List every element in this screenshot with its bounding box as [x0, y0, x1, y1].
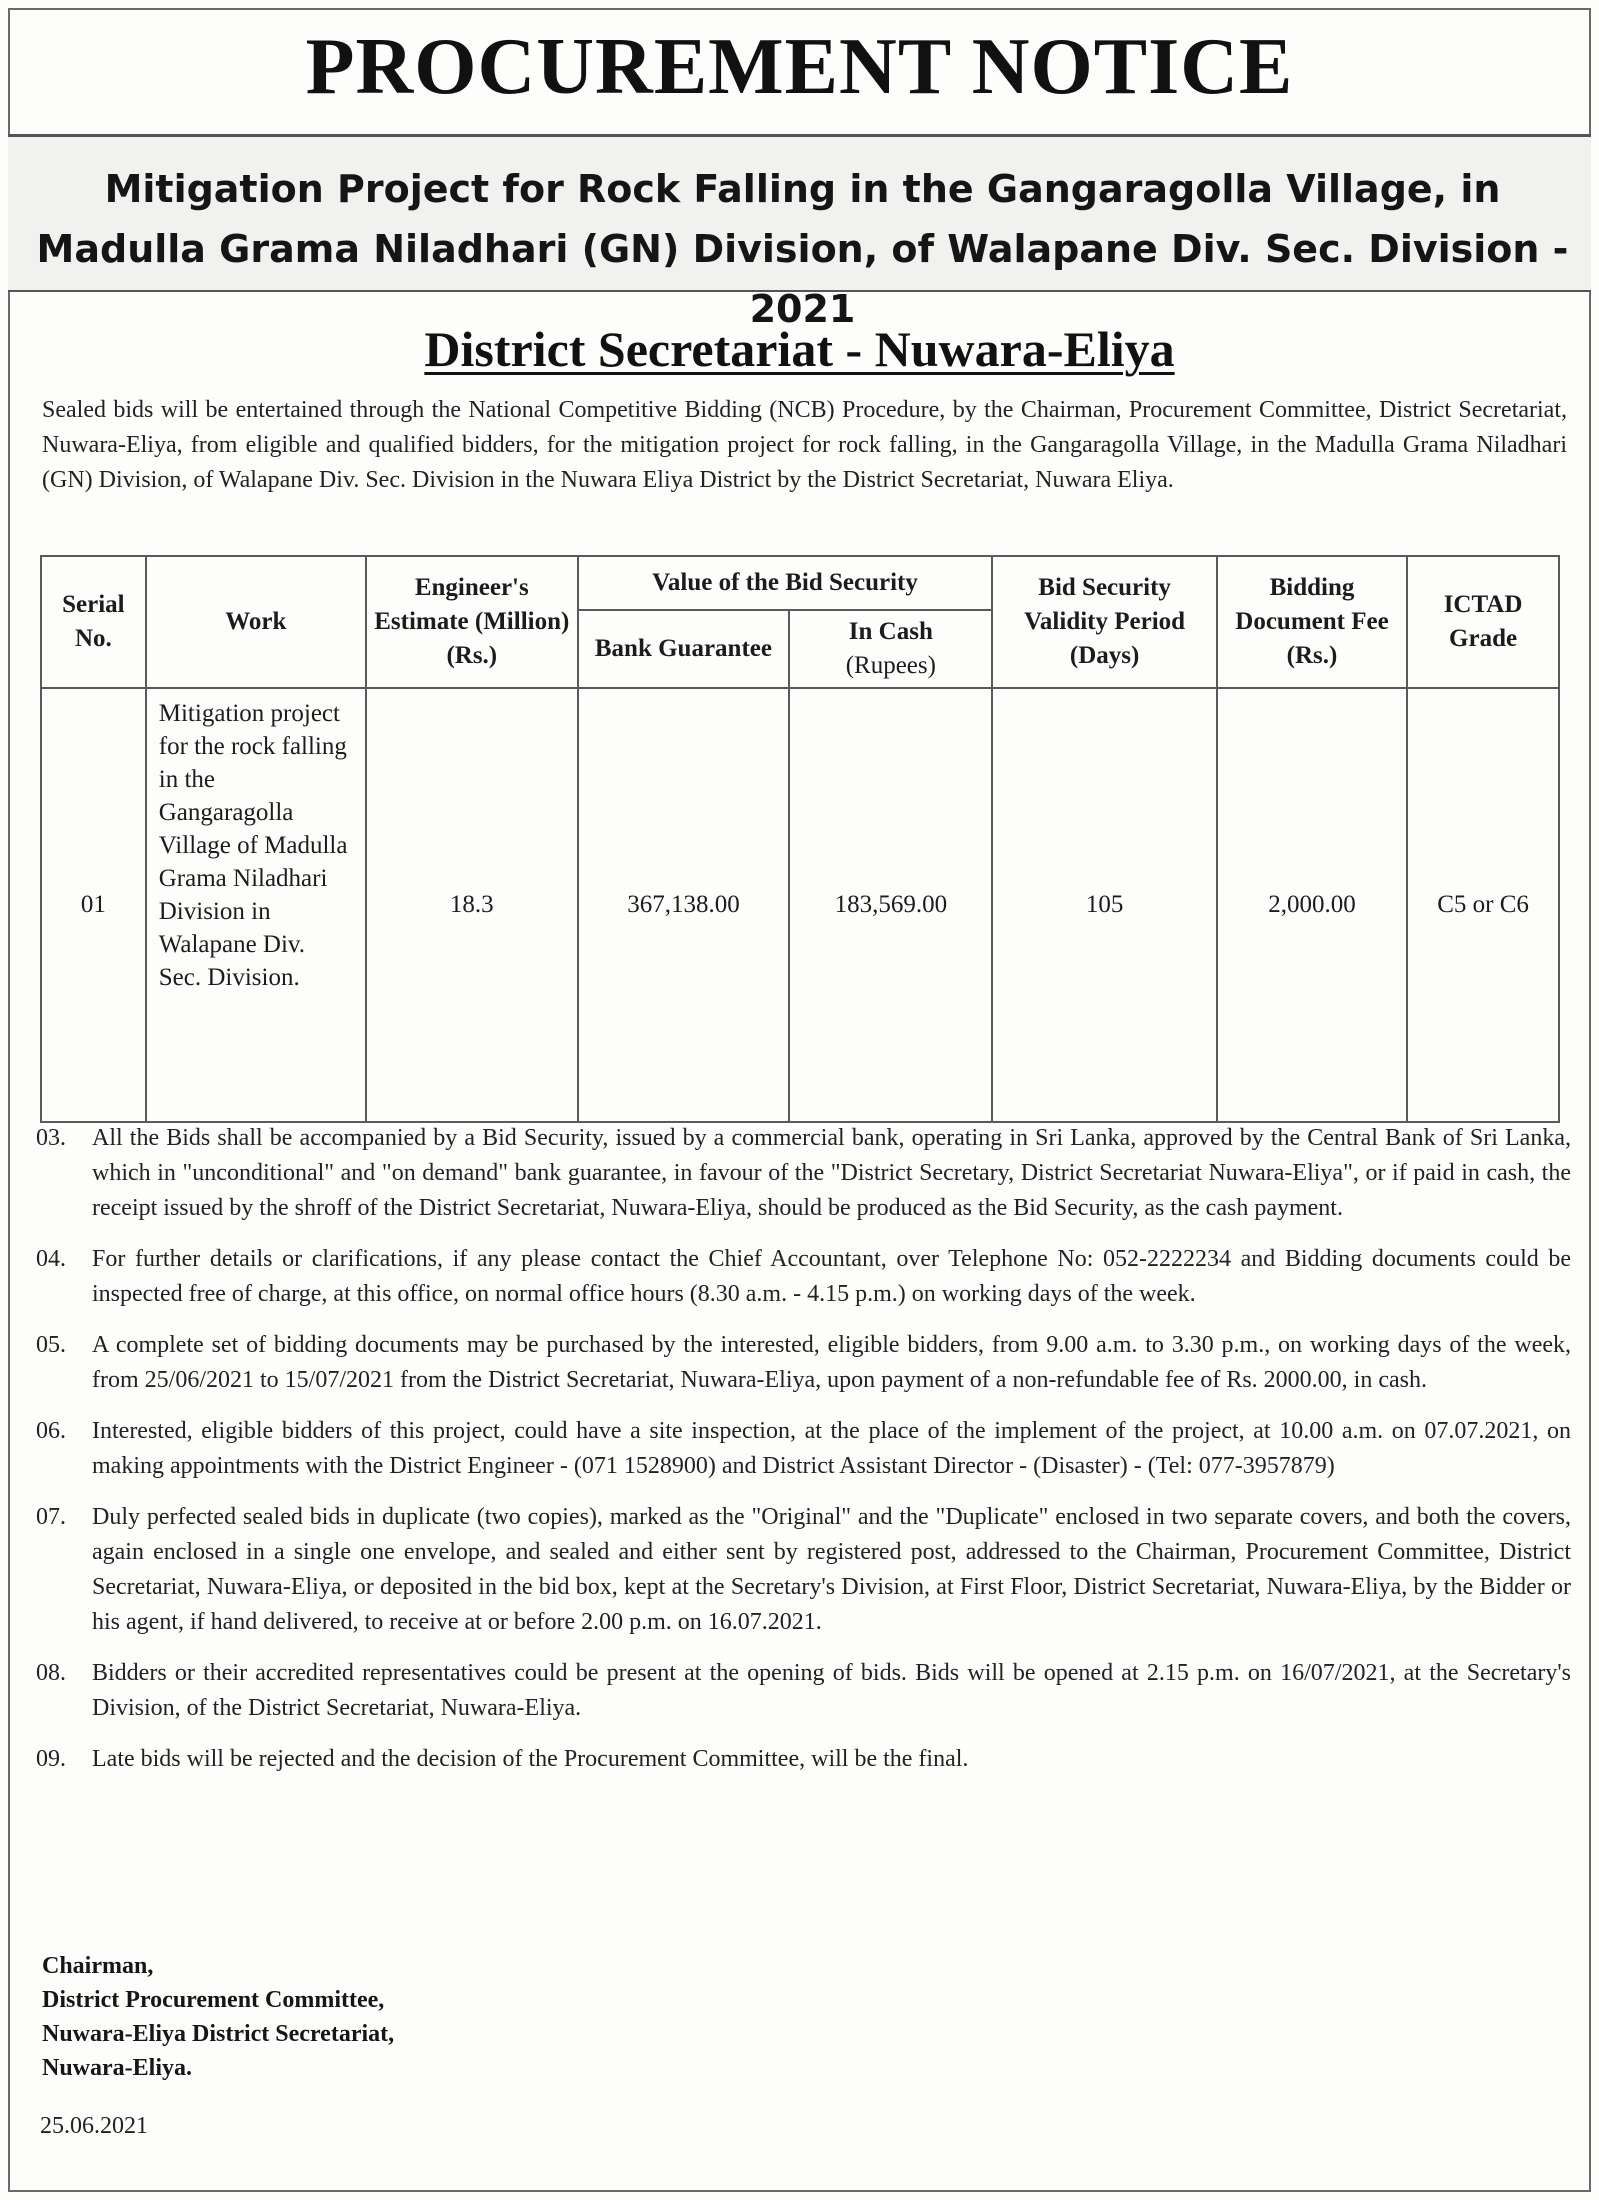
- cell-fee: 2,000.00: [1217, 688, 1407, 1122]
- cell-validity: 105: [992, 688, 1216, 1122]
- clause-09: [36, 1742, 1571, 1777]
- signature-line: District Procurement Committee,: [42, 1987, 385, 2013]
- header-validity: Bid Security Validity Period (Days): [992, 556, 1216, 688]
- clause-list: [36, 1121, 1571, 1793]
- clause-text: Interested, eligible bidders of this project, could have a site inspection, at the place of the implement of the project, at 10.00 a.m. on 07.07.2021, on making appointments with the District Engineer - (071 1528900) and District Assistant Director - (Disaster) - (Tel: 077-3957879): [92, 1418, 1571, 1479]
- clause-number: 03.: [36, 1125, 66, 1151]
- clause-number: 06.: [36, 1418, 66, 1444]
- signature-line: Chairman,: [42, 1953, 154, 1979]
- clause-04: [36, 1242, 1571, 1312]
- clause-text: Duly perfected sealed bids in duplicate (two copies), marked as the "Original" and the "Duplicate" enclosed in two separate covers, and both the covers, again enclosed in a single one envelope, and sealed and either sent by registered post, addressed to the Chairman, Procurement Committee, District Secretariat, Nuwara-Eliya, or deposited in the bid box, kept at the Secretary's Division, at First Floor, District Secretariat, Nuwara-Eliya, by the Bidder or his agent, if hand delivered, to receive at or before 2.00 p.m. on 16.07.2021.: [92, 1504, 1571, 1635]
- clause-text: Bidders or their accredited representatives could be present at the opening of bids. Bids will be opened at 2.15 p.m. on 16/07/2021, at the Secretary's Division, of the District Secretariat, Nuwara-Eliya.: [92, 1660, 1571, 1721]
- signature-line: Nuwara-Eliya.: [42, 2055, 192, 2081]
- header-fee: Bidding Document Fee (Rs.): [1217, 556, 1407, 688]
- header-estimate: Engineer's Estimate (Million) (Rs.): [366, 556, 578, 688]
- header-work: Work: [146, 556, 366, 688]
- table-row: [41, 688, 1559, 1122]
- office-title-text: District Secretariat - Nuwara-Eliya: [424, 321, 1175, 377]
- header-in-cash-unit: (Rupees): [845, 652, 936, 679]
- cell-bank-guarantee: 367,138.00: [578, 688, 790, 1122]
- clause-text: All the Bids shall be accompanied by a Bid Security, issued by a commercial bank, operating in Sri Lanka, approved by the Central Bank of Sri Lanka, which in "unconditional" and "on demand" bank guarantee, in favour of the "District Secretary, District Secretariat Nuwara-Eliya", or if paid in cash, the receipt issued by the shroff of the District Secretariat, Nuwara-Eliya, should be produced as the Bid Security, as the cash payment.: [92, 1125, 1571, 1221]
- clause-number: 05.: [36, 1332, 66, 1358]
- cell-grade: C5 or C6: [1407, 688, 1559, 1122]
- clause-number: 04.: [36, 1246, 66, 1272]
- cell-estimate: 18.3: [366, 688, 578, 1122]
- clause-number: 09.: [36, 1746, 66, 1772]
- signature-block: [42, 1949, 394, 2085]
- header-in-cash: [789, 610, 992, 688]
- notice-title: PROCUREMENT NOTICE: [305, 23, 1294, 111]
- project-title: Mitigation Project for Rock Falling in the Gangaragolla Village, in Madulla Grama Niladhari (GN) Division, of Walapane Div. Sec. Division - 2021: [36, 167, 1569, 331]
- header-grade: ICTAD Grade: [1407, 556, 1559, 688]
- header-in-cash-label: In Cash: [848, 618, 933, 645]
- notice-date: 25.06.2021: [40, 2113, 148, 2139]
- project-title-band: [8, 134, 1591, 331]
- clause-text: Late bids will be rejected and the decision of the Procurement Committee, will be the final.: [92, 1746, 969, 1772]
- clause-05: [36, 1328, 1571, 1398]
- clause-number: 08.: [36, 1660, 66, 1686]
- header-bank-guarantee: Bank Guarantee: [578, 610, 790, 688]
- clause-08: [36, 1656, 1571, 1726]
- clause-text: For further details or clarifications, if any please contact the Chief Accountant, over Telephone No: 052-2222234 and Bidding documents could be inspected free of charge, at this office, on normal office hours (8.30 a.m. - 4.15 p.m.) on working days of the week.: [92, 1246, 1571, 1307]
- clause-text: A complete set of bidding documents may be purchased by the interested, eligible bidders, from 9.00 a.m. to 3.30 p.m., on working days of the week, from 25/06/2021 to 15/07/2021 from the District Secretariat, Nuwara-Eliya, upon payment of a non-refundable fee of Rs. 2000.00, in cash.: [92, 1332, 1571, 1393]
- header-bid-security: Value of the Bid Security: [578, 556, 993, 610]
- cell-in-cash: 183,569.00: [789, 688, 992, 1122]
- clause-06: [36, 1414, 1571, 1484]
- cell-work: Mitigation project for the rock falling in the Gangaragolla Village of Madulla Grama Niladhari Division in Walapane Div. Sec. Division.: [146, 688, 366, 1122]
- intro-paragraph: Sealed bids will be entertained through the National Competitive Bidding (NCB) Procedure, by the Chairman, Procurement Committee, District Secretariat, Nuwara-Eliya, from eligible and qualified bidders, for the mitigation project for rock falling, in the Gangaragolla Village, in the Madulla Grama Niladhari (GN) Division, of Walapane Div. Sec. Division in the Nuwara Eliya District by the District Secretariat, Nuwara Eliya.: [42, 397, 1567, 493]
- office-title: [0, 320, 1599, 378]
- signature-line: Nuwara-Eliya District Secretariat,: [42, 2021, 395, 2047]
- clause-07: [36, 1500, 1571, 1640]
- cell-serial: 01: [41, 688, 146, 1122]
- header-serial: Serial No.: [41, 556, 146, 688]
- clause-03: [36, 1121, 1571, 1226]
- bid-table: [40, 555, 1560, 1123]
- clause-number: 07.: [36, 1504, 66, 1530]
